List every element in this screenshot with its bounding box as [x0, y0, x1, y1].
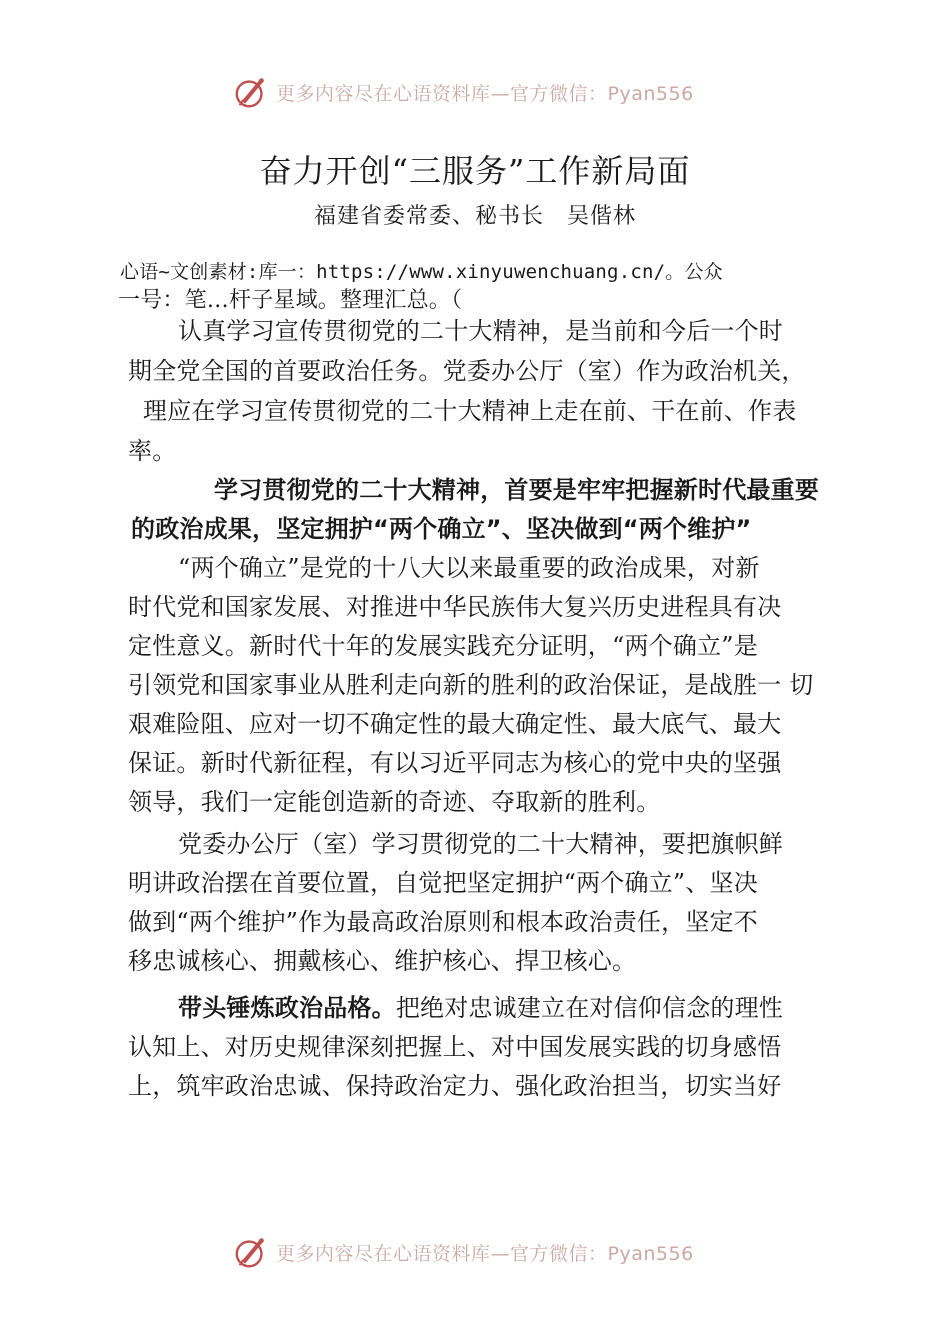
- para1-line-2: 时代党和国家发展、对推进中华民族伟大复兴历史进程具有决: [128, 593, 782, 621]
- para1-line-4: 引领党和国家事业从胜利走向新的胜利的政治保证，是战胜一 切: [128, 671, 814, 699]
- para2-line-2: 明讲政治摆在首要位置，自觉把坚定拥护“两个确立”、坚决: [128, 869, 758, 897]
- watermark-text-top: 更多内容尽在心语资料库—官方微信：Pyan556: [276, 82, 694, 105]
- para1-line-3: 定性意义。新时代十年的发展实践充分证明，“两个确立”是: [128, 632, 758, 660]
- para3-line-2: 认知上、对历史规律深刻把握上、对中国发展实践的切身感悟: [128, 1033, 782, 1061]
- intro-line-3: 理应在学习宣传贯彻党的二十大精神上走在前、干在前、作表: [143, 397, 797, 425]
- source-note-line-1: 心语~文创素材:库一：https://www.xinyuwenchuang.cn/。公众: [120, 261, 723, 283]
- para3-lead: 带头锤炼政治品格。: [178, 994, 396, 1022]
- para1-line-1: “两个确立”是党的十八大以来最重要的政治成果，对新: [178, 554, 760, 582]
- quill-pen-logo-icon: [232, 73, 270, 111]
- section-heading-line-2: 的政治成果，坚定拥护“两个确立”、坚决做到“两个维护”: [131, 515, 752, 543]
- intro-line-1: 认真学习宣传贯彻党的二十大精神，是当前和今后一个时: [178, 317, 783, 345]
- para1-line-7: 领导，我们一定能创造新的奇迹、夺取新的胜利。: [128, 788, 661, 816]
- quill-pen-logo-icon: [232, 1233, 270, 1271]
- source-note-line-2: 一号：笔…杆子星域。整理汇总。（: [118, 288, 463, 313]
- document-title: 奋力开创“三服务”工作新局面: [259, 152, 691, 190]
- document-byline: 福建省委常委、秘书长 吴偕林: [313, 204, 636, 229]
- section-heading-line-1: 学习贯彻党的二十大精神，首要是牢牢把握新时代最重要: [214, 476, 819, 504]
- para2-line-1: 党委办公厅（室）学习贯彻党的二十大精神，要把旗帜鲜: [178, 830, 783, 858]
- intro-line-4: 率。: [128, 437, 177, 465]
- para2-line-3: 做到“两个维护”作为最高政治原则和根本政治责任，坚定不: [128, 908, 758, 936]
- watermark-banner-top: [232, 72, 694, 112]
- para2-line-4: 移忠诚核心、拥戴核心、维护核心、捍卫核心。: [128, 947, 637, 975]
- para3-line-3: 上，筑牢政治忠诚、保持政治定力、强化政治担当，切实当好: [128, 1072, 782, 1100]
- para1-line-5: 艰难险阻、应对一切不确定性的最大确定性、最大底气、最大: [128, 710, 782, 738]
- para1-line-6: 保证。新时代新征程，有以习近平同志为核心的党中央的坚强: [128, 749, 782, 777]
- para3-line-1: [178, 993, 783, 1023]
- para3-line-1-text: 把绝对忠诚建立在对信仰信念的理性: [395, 994, 784, 1022]
- watermark-text-bottom: 更多内容尽在心语资料库—官方微信：Pyan556: [276, 1242, 694, 1265]
- watermark-banner-bottom: [232, 1232, 694, 1272]
- intro-line-2: 期全党全国的首要政治任务。党委办公厅（室）作为政治机关，: [128, 357, 806, 385]
